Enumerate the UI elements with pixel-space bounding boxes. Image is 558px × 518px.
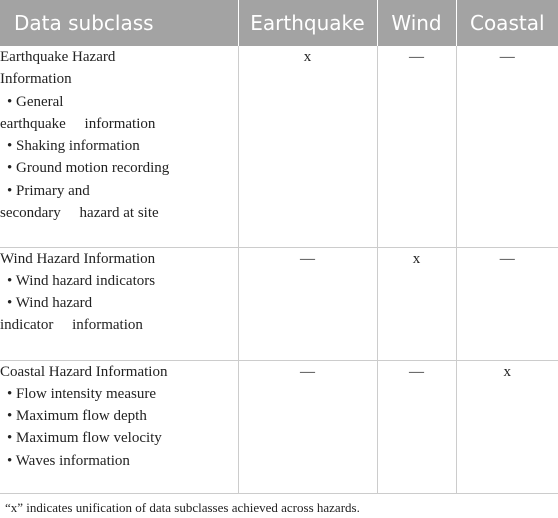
subclass-line: Earthquake Hazard [0, 49, 116, 65]
subclass-line: earthquake information [0, 115, 156, 132]
table-row-earthquake [0, 46, 558, 247]
subclass-line: Information [0, 71, 72, 88]
subclass-bullet: • Ground motion recording [7, 160, 170, 177]
subclass-bullet: • Primary and [7, 182, 90, 199]
subclass-cell [0, 46, 238, 247]
header-wind: Wind [377, 0, 456, 46]
subclass-bullet: • Flow intensity measure [7, 385, 156, 402]
subclass-cell [0, 247, 238, 360]
earthquake-cell: — [238, 247, 377, 360]
header-coastal: Coastal [456, 0, 558, 46]
wind-cell: — [377, 46, 456, 247]
coastal-cell: — [456, 46, 558, 247]
header-earthquake: Earthquake [238, 0, 377, 46]
subclass-bullet: • Wind hazard [7, 295, 93, 312]
subclass-cell [0, 360, 238, 493]
subclass-bullet: • Maximum flow depth [7, 408, 147, 425]
coastal-cell: x [456, 360, 558, 493]
table-row-coastal [0, 360, 558, 493]
subclass-bullet: • Waves information [7, 452, 130, 469]
subclass-bullet: • Maximum flow velocity [7, 430, 162, 447]
earthquake-cell: x [238, 46, 377, 247]
wind-cell: — [377, 360, 456, 493]
subclass-bullet: • Wind hazard indicators [7, 272, 156, 289]
wind-cell: x [377, 247, 456, 360]
subclass-line: Coastal Hazard Information [0, 363, 168, 380]
subclass-bullet: • Shaking information [7, 138, 140, 155]
subclass-line: indicator information [0, 317, 143, 334]
subclass-line: secondary hazard at site [0, 205, 159, 222]
coastal-cell: — [456, 247, 558, 360]
subclass-bullet: • General [7, 93, 64, 110]
table-row-wind [0, 247, 558, 360]
table-footnote: “x” indicates unification of data subclasses achieved across hazards. [5, 500, 360, 515]
earthquake-cell: — [238, 360, 377, 493]
header-data-subclass: Data subclass [0, 0, 238, 46]
table-header-row [0, 0, 558, 46]
subclass-line: Wind Hazard Information [0, 250, 156, 267]
